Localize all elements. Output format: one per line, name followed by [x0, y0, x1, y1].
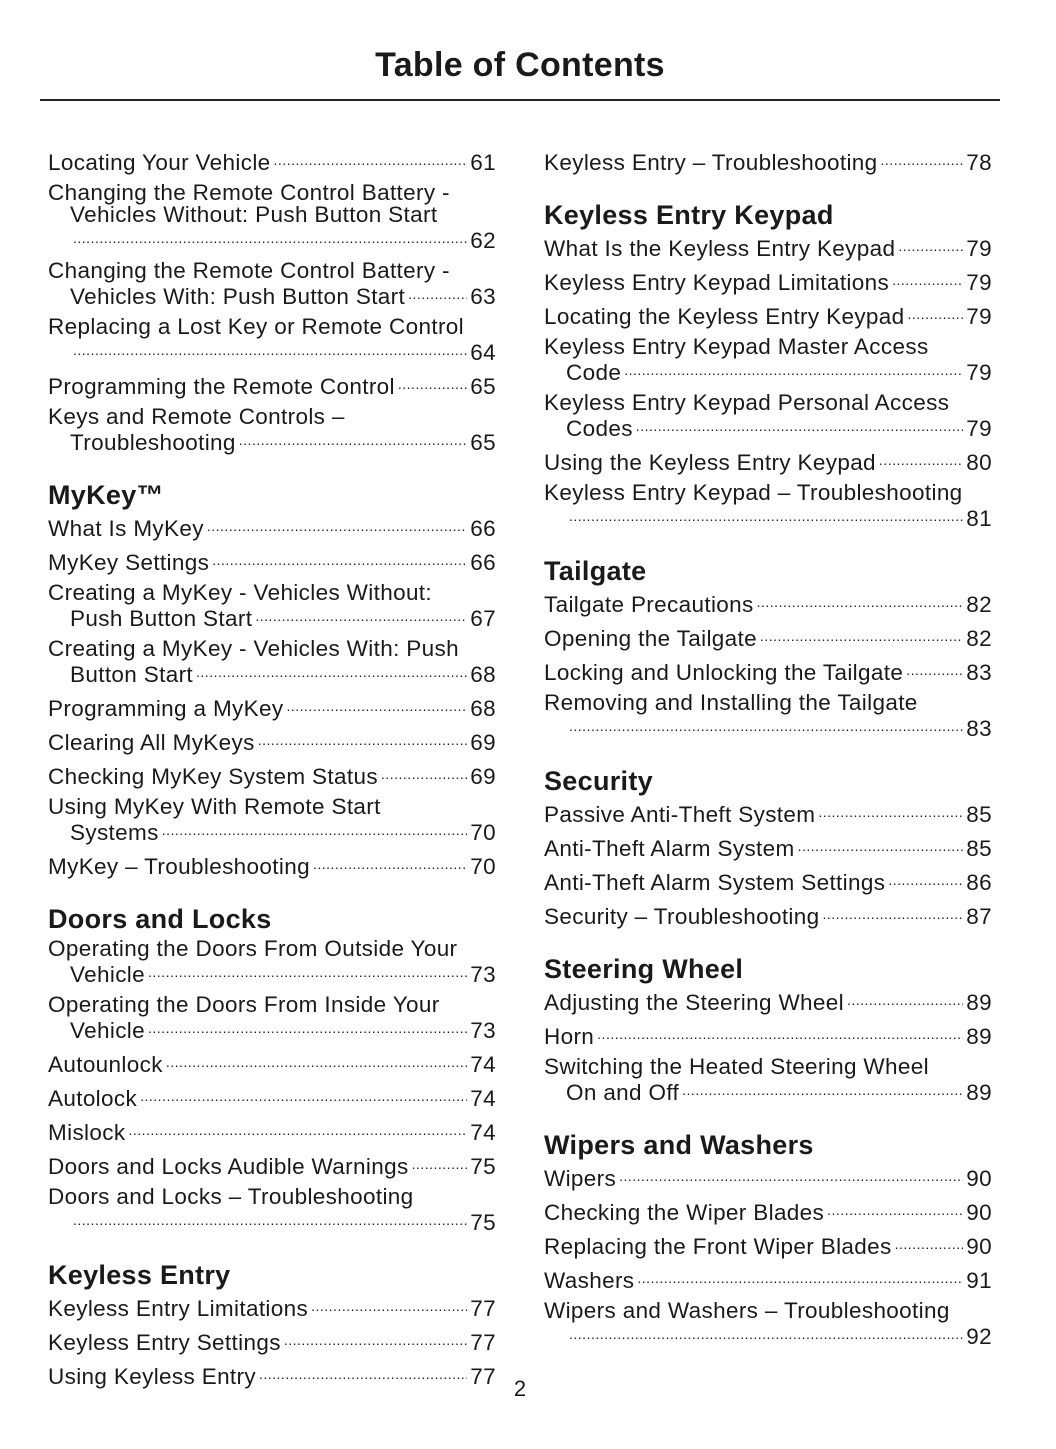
toc-entry[interactable]	[48, 406, 496, 454]
toc-entry[interactable]	[48, 1328, 496, 1354]
toc-entry[interactable]	[544, 624, 992, 650]
toc-entry[interactable]	[48, 796, 496, 844]
toc-page-number: 79	[966, 270, 992, 295]
toc-entry-title: Using the Keyless Entry Keypad	[544, 450, 876, 475]
toc-entry-line	[48, 282, 496, 308]
dot-leader	[313, 852, 467, 874]
toc-entry-line	[544, 1078, 992, 1104]
toc-entry-line	[48, 660, 496, 686]
toc-entry-line	[48, 938, 496, 960]
toc-entry-line	[48, 852, 496, 878]
toc-entry-line	[48, 316, 496, 338]
toc-entry-line	[544, 1022, 992, 1048]
toc-entry-title: Locating the Keyless Entry Keypad	[544, 304, 905, 329]
toc-entry[interactable]	[48, 1186, 496, 1234]
toc-entry-title: Clearing All MyKeys	[48, 730, 255, 755]
toc-entry-line	[544, 234, 992, 260]
toc-entry-title: Replacing a Lost Key or Remote Control	[48, 314, 465, 339]
dot-leader	[408, 282, 467, 304]
toc-page-number: 68	[470, 696, 496, 721]
toc-entry[interactable]	[48, 260, 496, 308]
toc-entry-line	[544, 414, 992, 440]
toc-entry-line	[48, 818, 496, 844]
toc-page-number: 66	[470, 550, 496, 575]
toc-entry[interactable]	[48, 582, 496, 630]
toc-entry-title: Keyless Entry Keypad Master Access	[544, 334, 929, 359]
toc-page-number: 64	[470, 340, 496, 365]
page-title: Table of Contents	[375, 46, 665, 84]
toc-entry-title-cont: Vehicle	[70, 962, 146, 987]
toc-entry[interactable]	[544, 658, 992, 684]
toc-page-number: 90	[966, 1166, 992, 1191]
title-divider	[40, 99, 1000, 101]
toc-entry-title: Autolock	[48, 1086, 138, 1111]
toc-entry-line	[544, 1056, 992, 1078]
dot-leader	[148, 1016, 467, 1038]
toc-entry-title-cont: Systems	[70, 820, 159, 845]
toc-page-number: 85	[966, 802, 992, 827]
toc-entry[interactable]	[544, 482, 992, 530]
toc-page-number: 81	[966, 506, 992, 531]
toc-entry-title: Keyless Entry Limitations	[48, 1296, 309, 1321]
dot-leader	[827, 1198, 963, 1220]
toc-entry-line	[48, 728, 496, 754]
toc-entry[interactable]	[48, 852, 496, 878]
toc-entry-line	[48, 762, 496, 788]
toc-page-number: 73	[470, 962, 496, 987]
toc-page-number: 70	[470, 820, 496, 845]
toc-entry[interactable]	[544, 1232, 992, 1258]
toc-entry-line	[544, 624, 992, 650]
toc-entry[interactable]	[48, 1294, 496, 1320]
toc-entry[interactable]	[48, 182, 496, 252]
dot-leader	[847, 988, 963, 1010]
toc-entry-title: Using MyKey With Remote Start	[48, 794, 381, 819]
toc-entry[interactable]	[544, 1300, 992, 1348]
toc-entry-line	[544, 902, 992, 928]
toc-entry-line	[544, 868, 992, 894]
toc-entry-title: MyKey Settings	[48, 550, 210, 575]
toc-entry-title: Using Keyless Entry	[48, 1364, 256, 1389]
toc-page-number: 70	[470, 854, 496, 879]
toc-entry[interactable]	[544, 1198, 992, 1224]
toc-entry[interactable]	[544, 148, 992, 174]
toc-entry-title: Programming the Remote Control	[48, 374, 395, 399]
toc-entry-line	[48, 796, 496, 818]
toc-entry-line	[544, 1232, 992, 1258]
section-heading: Security	[544, 766, 653, 796]
toc-entry-title: Mislock	[48, 1120, 126, 1145]
toc-entry-title: Programming a MyKey	[48, 696, 284, 721]
dot-leader	[636, 414, 963, 436]
dot-leader	[73, 338, 467, 360]
toc-page-number: 80	[966, 450, 992, 475]
toc-entry[interactable]	[544, 234, 992, 260]
toc-entry[interactable]	[544, 1056, 992, 1104]
toc-entry-title: Switching the Heated Steering Wheel	[544, 1054, 929, 1079]
dot-leader	[255, 604, 467, 626]
dot-leader	[757, 590, 964, 612]
dot-leader	[398, 372, 467, 394]
toc-page-number: 87	[966, 904, 992, 929]
toc-entry-title-cont: Code	[566, 360, 622, 385]
toc-entry-title: Locating Your Vehicle	[48, 150, 271, 175]
toc-page-number: 85	[966, 836, 992, 861]
toc-entry-title: Doors and Locks – Troubleshooting	[48, 1184, 414, 1209]
toc-entry-line	[48, 1050, 496, 1076]
toc-entry-title: Washers	[544, 1268, 635, 1293]
toc-entry-line	[48, 1328, 496, 1354]
toc-entry-title: Keyless Entry Settings	[48, 1330, 281, 1355]
toc-page-number: 89	[966, 990, 992, 1015]
dot-leader	[128, 1118, 467, 1140]
section-heading: Wipers and Washers	[544, 1130, 814, 1160]
toc-page-number: 89	[966, 1024, 992, 1049]
toc-page-number: 62	[470, 228, 496, 253]
toc-page-number: 74	[470, 1120, 496, 1145]
toc-entry-line	[544, 504, 992, 530]
dot-leader	[73, 226, 467, 248]
toc-entry-title-cont: Button Start	[70, 662, 194, 687]
toc-entry-line	[544, 1266, 992, 1292]
toc-entry-line	[48, 1152, 496, 1178]
toc-page-number: 79	[966, 236, 992, 261]
section-heading: Keyless Entry	[48, 1260, 231, 1290]
toc-entry-line	[544, 834, 992, 860]
dot-leader	[619, 1164, 963, 1186]
toc-entry[interactable]	[544, 1022, 992, 1048]
toc-page-number: 74	[470, 1086, 496, 1111]
toc-entry[interactable]	[544, 834, 992, 860]
toc-page-number: 79	[966, 416, 992, 441]
toc-entry-title: Wipers and Washers – Troubleshooting	[544, 1298, 950, 1323]
toc-page-number: 91	[966, 1268, 992, 1293]
toc-entry-title-cont: Vehicles Without: Push Button Start	[70, 202, 438, 227]
dot-leader	[892, 268, 963, 290]
toc-page-number: 74	[470, 1052, 496, 1077]
toc-entry-title-cont: On and Off	[566, 1080, 680, 1105]
dot-leader	[637, 1266, 963, 1288]
toc-entry[interactable]	[48, 1152, 496, 1178]
toc-entry-title: Removing and Installing the Tailgate	[544, 690, 918, 715]
toc-page-number: 89	[966, 1080, 992, 1105]
toc-entry[interactable]	[48, 994, 496, 1042]
toc-entry-title: Changing the Remote Control Battery -	[48, 258, 450, 283]
toc-page-number: 83	[966, 716, 992, 741]
toc-entry-title: MyKey – Troubleshooting	[48, 854, 310, 879]
toc-entry-line	[48, 372, 496, 398]
toc-entry-title: Horn	[544, 1024, 595, 1049]
dot-leader	[212, 548, 467, 570]
toc-entry-line	[48, 960, 496, 986]
toc-entry-line	[48, 1186, 496, 1208]
toc-page-number: 66	[470, 516, 496, 541]
toc-entry-line	[48, 406, 496, 428]
toc-entry-title: Operating the Doors From Inside Your	[48, 992, 440, 1017]
toc-entry-line	[544, 1300, 992, 1322]
toc-entry[interactable]	[48, 638, 496, 686]
toc-left-column	[48, 148, 496, 1396]
toc-entry-line	[544, 336, 992, 358]
dot-leader	[207, 514, 467, 536]
toc-entry[interactable]	[544, 1266, 992, 1292]
toc-entry-title: Tailgate Precautions	[544, 592, 754, 617]
section-heading: Doors and Locks	[48, 904, 272, 934]
toc-page-number: 86	[966, 870, 992, 895]
toc-entry-title-cont: Codes	[566, 416, 633, 441]
dot-leader	[823, 902, 964, 924]
toc-entry[interactable]	[544, 268, 992, 294]
toc-page-number: 65	[470, 430, 496, 455]
toc-entry[interactable]	[544, 392, 992, 440]
toc-entry-title: Doors and Locks Audible Warnings	[48, 1154, 409, 1179]
toc-entry[interactable]	[48, 548, 496, 574]
toc-page-number: 82	[966, 592, 992, 617]
toc-entry[interactable]	[48, 1084, 496, 1110]
dot-leader	[148, 960, 467, 982]
toc-entry[interactable]	[48, 938, 496, 986]
toc-entry[interactable]	[48, 316, 496, 364]
toc-entry-line	[544, 590, 992, 616]
toc-entry[interactable]	[544, 800, 992, 826]
dot-leader	[624, 358, 963, 380]
toc-entry-title: Creating a MyKey - Vehicles Without:	[48, 580, 433, 605]
dot-leader	[569, 504, 963, 526]
toc-entry[interactable]	[48, 1050, 496, 1076]
toc-entry-title: Keyless Entry Keypad – Troubleshooting	[544, 480, 963, 505]
toc-page-number: 61	[470, 150, 496, 175]
toc-entry-title: Creating a MyKey - Vehicles With: Push	[48, 636, 459, 661]
toc-page-number: 63	[470, 284, 496, 309]
toc-entry-title: Passive Anti-Theft System	[544, 802, 816, 827]
dot-leader	[908, 302, 964, 324]
toc-entry[interactable]	[544, 448, 992, 474]
toc-right-column	[544, 148, 992, 1356]
toc-page-number: 83	[966, 660, 992, 685]
dot-leader	[818, 800, 963, 822]
toc-entry-line	[48, 1016, 496, 1042]
dot-leader	[906, 658, 963, 680]
toc-entry[interactable]	[48, 728, 496, 754]
toc-entry[interactable]	[544, 988, 992, 1014]
toc-entry-line	[544, 482, 992, 504]
section-heading: Steering Wheel	[544, 954, 744, 984]
dot-leader	[239, 428, 467, 450]
toc-entry[interactable]	[48, 372, 496, 398]
dot-leader	[682, 1078, 963, 1100]
toc-entry-line	[48, 1118, 496, 1144]
toc-page-number: 67	[470, 606, 496, 631]
section-heading: MyKey™	[48, 480, 164, 510]
toc-entry-title-cont: Troubleshooting	[70, 430, 236, 455]
toc-entry[interactable]	[544, 692, 992, 740]
toc-page-number: 75	[470, 1210, 496, 1235]
toc-page-number: 79	[966, 304, 992, 329]
toc-entry-title: Locking and Unlocking the Tailgate	[544, 660, 904, 685]
toc-page-number: 68	[470, 662, 496, 687]
toc-entry-line	[544, 800, 992, 826]
dot-leader	[412, 1152, 468, 1174]
toc-entry-line	[48, 1208, 496, 1234]
section-heading: Keyless Entry Keypad	[544, 200, 834, 230]
toc-entry-title-cont: Vehicle	[70, 1018, 146, 1043]
dot-leader	[895, 1232, 964, 1254]
toc-page-number: 69	[470, 730, 496, 755]
toc-page-number: 65	[470, 374, 496, 399]
toc-entry-line	[48, 994, 496, 1016]
toc-page-number: 78	[966, 150, 992, 175]
toc-entry-title: Checking MyKey System Status	[48, 764, 378, 789]
section-heading: Tailgate	[544, 556, 647, 586]
toc-entry-line	[544, 1322, 992, 1348]
toc-entry-title: Keyless Entry – Troubleshooting	[544, 150, 878, 175]
toc-entry[interactable]	[544, 302, 992, 328]
dot-leader	[597, 1022, 963, 1044]
dot-leader	[881, 148, 964, 170]
toc-page-number: 79	[966, 360, 992, 385]
toc-entry-line	[48, 182, 496, 204]
toc-entry[interactable]	[48, 514, 496, 540]
toc-entry-line	[544, 692, 992, 714]
toc-entry[interactable]	[544, 1164, 992, 1190]
dot-leader	[311, 1294, 467, 1316]
toc-entry[interactable]	[48, 148, 496, 174]
toc-entry-title: Wipers	[544, 1166, 617, 1191]
dot-leader	[798, 834, 964, 856]
toc-entry-title: What Is MyKey	[48, 516, 204, 541]
toc-entry-title: Keyless Entry Keypad Personal Access	[544, 390, 950, 415]
dot-leader	[888, 868, 963, 890]
toc-page-number: 90	[966, 1200, 992, 1225]
toc-page-number: 77	[470, 1296, 496, 1321]
toc-entry-title: Security – Troubleshooting	[544, 904, 820, 929]
toc-entry-line	[544, 988, 992, 1014]
toc-entry-title: Keys and Remote Controls –	[48, 404, 345, 429]
dot-leader	[73, 1208, 467, 1230]
toc-page-number: 69	[470, 764, 496, 789]
toc-entry-line	[48, 604, 496, 630]
dot-leader	[879, 448, 963, 470]
toc-page-number: 92	[966, 1324, 992, 1349]
toc-entry-line	[544, 1164, 992, 1190]
toc-entry-title-cont: Push Button Start	[70, 606, 253, 631]
toc-entry-line	[544, 302, 992, 328]
toc-entry-line	[48, 260, 496, 282]
dot-leader	[274, 148, 468, 170]
dot-leader	[898, 234, 963, 256]
toc-entry[interactable]	[544, 868, 992, 894]
toc-entry-line	[48, 428, 496, 454]
toc-page-number: 77	[470, 1330, 496, 1355]
dot-leader	[284, 1328, 467, 1350]
toc-entry[interactable]	[48, 694, 496, 720]
toc-entry-line	[48, 638, 496, 660]
toc-page-number: 77	[470, 1364, 496, 1389]
toc-entry-line	[48, 226, 496, 252]
toc-entry-line	[48, 582, 496, 604]
page-number: 2	[513, 1376, 527, 1401]
toc-entry-title: Operating the Doors From Outside Your	[48, 936, 458, 961]
toc-entry-line	[544, 1198, 992, 1224]
toc-entry-line	[48, 148, 496, 174]
toc-entry-line	[48, 514, 496, 540]
toc-entry-line	[544, 392, 992, 414]
toc-entry-line	[544, 148, 992, 174]
toc-page-number: 73	[470, 1018, 496, 1043]
toc-entry-title: Autounlock	[48, 1052, 163, 1077]
dot-leader	[760, 624, 963, 646]
dot-leader	[381, 762, 467, 784]
dot-leader	[258, 728, 468, 750]
toc-entry-line	[48, 1084, 496, 1110]
toc-entry-line	[48, 338, 496, 364]
toc-entry-title: Anti-Theft Alarm System	[544, 836, 795, 861]
toc-entry[interactable]	[544, 336, 992, 384]
toc-page-number: 75	[470, 1154, 496, 1179]
toc-entry[interactable]	[48, 1118, 496, 1144]
toc-entry-line	[544, 658, 992, 684]
toc-entry-title: Replacing the Front Wiper Blades	[544, 1234, 892, 1259]
toc-entry-line	[48, 204, 496, 226]
toc-entry[interactable]	[48, 762, 496, 788]
dot-leader	[196, 660, 467, 682]
dot-leader	[569, 1322, 963, 1344]
toc-entry-line	[544, 714, 992, 740]
dot-leader	[140, 1084, 467, 1106]
dot-leader	[166, 1050, 467, 1072]
toc-entry-line	[48, 548, 496, 574]
toc-entry[interactable]	[544, 590, 992, 616]
toc-entry-title: Anti-Theft Alarm System Settings	[544, 870, 886, 895]
toc-entry-title: Keyless Entry Keypad Limitations	[544, 270, 890, 295]
toc-page-number: 90	[966, 1234, 992, 1259]
toc-entry-title: What Is the Keyless Entry Keypad	[544, 236, 896, 261]
toc-entry-line	[48, 1294, 496, 1320]
toc-entry-title: Adjusting the Steering Wheel	[544, 990, 844, 1015]
toc-entry-title: Changing the Remote Control Battery -	[48, 180, 450, 205]
dot-leader	[286, 694, 467, 716]
toc-entry-line	[544, 448, 992, 474]
dot-leader	[162, 818, 468, 840]
toc-entry-line	[544, 358, 992, 384]
toc-entry-title: Checking the Wiper Blades	[544, 1200, 825, 1225]
toc-entry-title: Opening the Tailgate	[544, 626, 757, 651]
toc-entry[interactable]	[544, 902, 992, 928]
toc-page-number: 82	[966, 626, 992, 651]
toc-entry-title-cont: Vehicles With: Push Button Start	[70, 284, 406, 309]
toc-entry-line	[48, 694, 496, 720]
toc-entry-line	[544, 268, 992, 294]
dot-leader	[569, 714, 963, 736]
